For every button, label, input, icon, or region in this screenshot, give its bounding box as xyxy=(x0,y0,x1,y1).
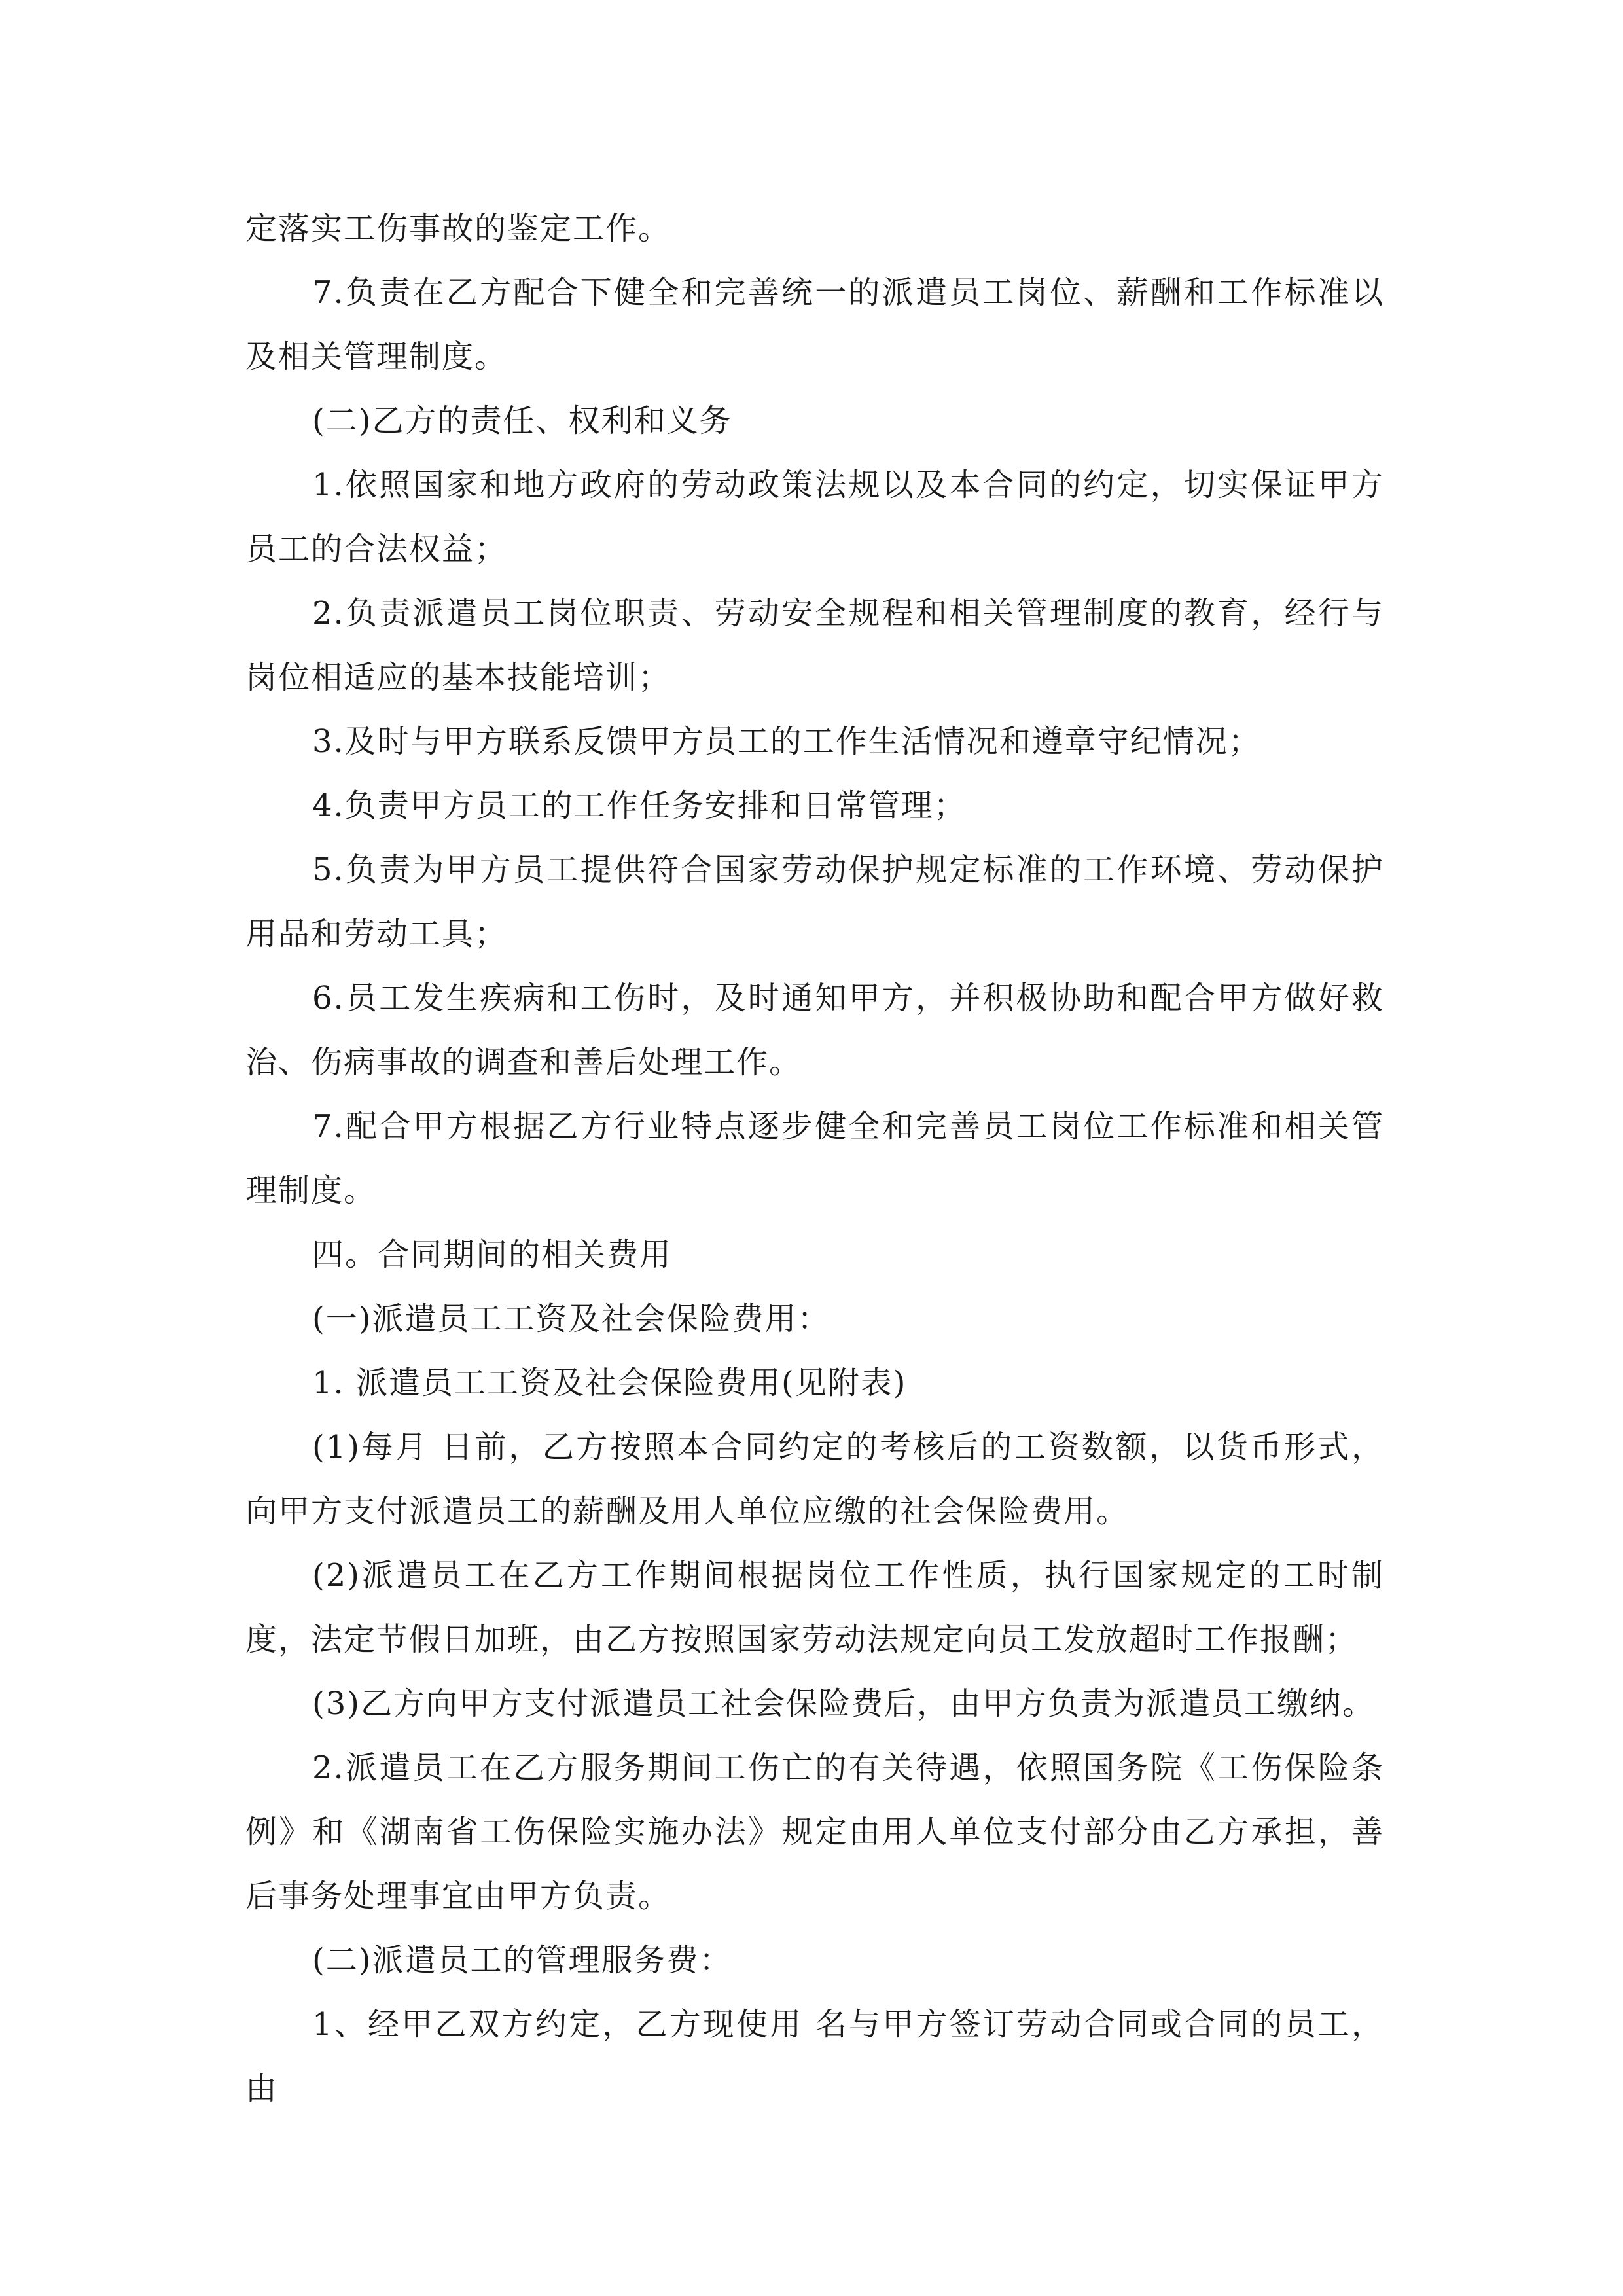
paragraph-9: 6.员工发生疾病和工伤时，及时通知甲方，并积极协助和配合甲方做好救治、伤病事故的调查和善后处理工作。 xyxy=(245,980,1384,1081)
section-heading: 四。合同期间的相关费用 xyxy=(312,1236,673,1273)
paragraph-10: 7.配合甲方根据乙方行业特点逐步健全和完善员工岗位工作标准和相关管理制度。 xyxy=(245,1108,1384,1209)
paragraph-15: (2)派遣员工在乙方工作期间根据岗位工作性质，执行国家规定的工时制度，法定节假日加班，由乙方按照国家劳动法规定向员工发放超时工作报酬； xyxy=(245,1557,1384,1658)
paragraph-13: 1. 派遣员工工资及社会保险费用(见附表) xyxy=(312,1365,907,1401)
paragraph-19: 1、经甲乙双方约定，乙方现使用 名与甲方签订劳动合同或合同的员工，由 xyxy=(245,2006,1384,2107)
paragraph-2: 7.负责在乙方配合下健全和完善统一的派遣员工岗位、薪酬和工作标准以及相关管理制度。 xyxy=(245,274,1384,375)
paragraph-12: (一)派遣员工工资及社会保险费用： xyxy=(312,1300,830,1337)
paragraph-5: 2.负责派遣员工岗位职责、劳动安全规程和相关管理制度的教育，经行与岗位相适应的基本技能培训； xyxy=(245,595,1384,696)
paragraph-18: (二)派遣员工的管理服务费： xyxy=(312,1942,732,1979)
paragraph-16: (3)乙方向甲方支付派遣员工社会保险费后，由甲方负责为派遣员工缴纳。 xyxy=(312,1685,1375,1722)
paragraph-7: 4.负责甲方员工的工作任务安排和日常管理； xyxy=(312,787,967,824)
paragraph-6: 3.及时与甲方联系反馈甲方员工的工作生活情况和遵章守纪情况； xyxy=(312,723,1261,760)
paragraph-3: (二)乙方的责任、权利和义务 xyxy=(312,403,732,439)
paragraph-4: 1.依照国家和地方政府的劳动政策法规以及本合同的约定，切实保证甲方员工的合法权益； xyxy=(245,467,1384,567)
paragraph-8: 5.负责为甲方员工提供符合国家劳动保护规定标准的工作环境、劳动保护用品和劳动工具； xyxy=(245,852,1384,952)
paragraph-1: 定落实工伤事故的鉴定工作。 xyxy=(245,210,671,247)
paragraph-14: (1)每月 日前，乙方按照本合同约定的考核后的工资数额，以货币形式，向甲方支付派遣员工的薪酬及用人单位应缴的社会保险费用。 xyxy=(245,1429,1384,1530)
document-body xyxy=(245,196,1384,2121)
paragraph-17: 2.派遣员工在乙方服务期间工伤亡的有关待遇，依照国务院《工伤保险条例》和《湖南省工伤保险实施办法》规定由用人单位支付部分由乙方承担，善后事务处理事宜由甲方负责。 xyxy=(245,1749,1384,1914)
